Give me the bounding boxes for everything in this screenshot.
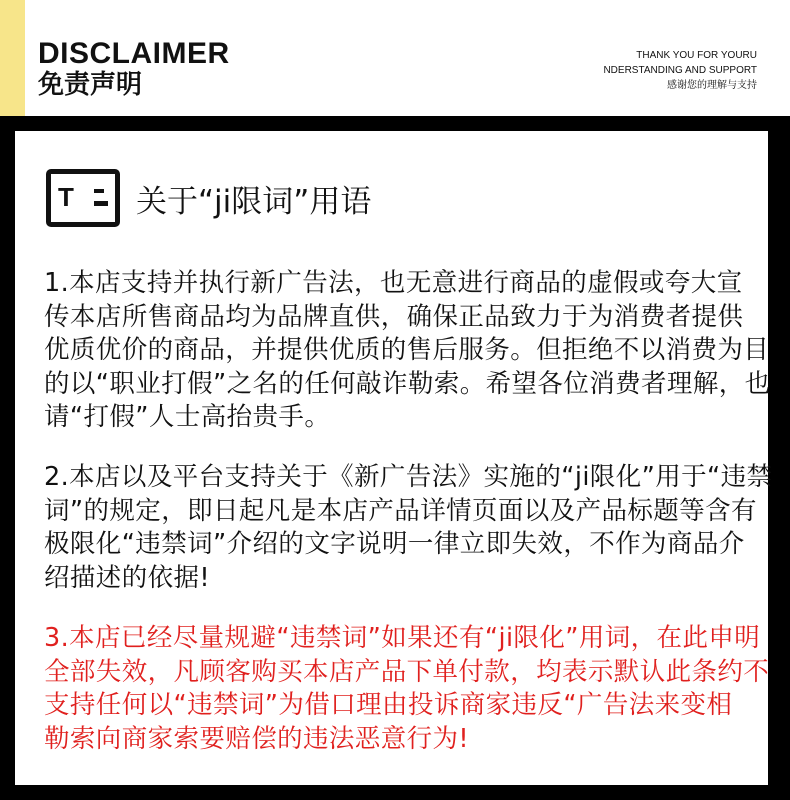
section-heading xyxy=(46,169,371,227)
text-line: 支持任何以“违禁词”为借口理由投诉商家违反“广告法来变相 xyxy=(44,690,733,721)
text-line: 2.本店以及平台支持关于《新广告法》实施的“ji限化”用于“违禁 xyxy=(44,462,773,492)
text-line: 词”的规定，即日起凡是本店产品详情页面以及产品标题等含有 xyxy=(44,495,757,526)
accent-bar xyxy=(0,0,25,116)
text-line: 全部失效，凡顾客购买本店产品下单付款，均表示默认此条约不 xyxy=(44,656,770,687)
text-line: 传本店所售商品均为品牌直供，确保正品致力于为消费者提供 xyxy=(44,301,744,332)
heading-text: 关于“ji限词”用语 xyxy=(136,183,372,220)
text-line: 1.本店支持并执行新广告法，也无意进行商品的虚假或夸大宣 xyxy=(44,268,743,298)
thanks-line: NDERSTANDING AND SUPPORT xyxy=(603,65,757,76)
content-panel xyxy=(15,131,773,785)
thanks-line: 感谢您的理解与支持 xyxy=(667,80,757,91)
text-format-icon: T xyxy=(46,169,120,227)
thanks-text xyxy=(603,48,757,93)
thanks-line: THANK YOU FOR YOURU xyxy=(636,50,757,61)
title-en: DISCLAIMER xyxy=(38,37,230,70)
title-cn: 免责声明 xyxy=(38,70,143,100)
text-line: 请“打假”人士高抬贵手。 xyxy=(44,402,331,433)
text-line: 勒索向商家索要赔偿的违法恶意行为! xyxy=(44,723,470,754)
text-line: 优质优价的商品，并提供优质的售后服务。但拒绝不以消费为目 xyxy=(44,335,770,366)
text-line: 极限化“违禁词”介绍的文字说明一律立即失效，不作为商品介 xyxy=(44,529,745,560)
paragraph-3-warning xyxy=(44,622,769,756)
text-line: 绍描述的依据! xyxy=(44,562,211,593)
header xyxy=(0,0,790,116)
paragraph-1 xyxy=(44,267,771,435)
text-line: 的以“职业打假”之名的任何敲诈勒索。希望各位消费者理解，也 xyxy=(44,368,771,399)
paragraph-2 xyxy=(44,461,772,595)
text-line: 3.本店已经尽量规避“违禁词”如果还有“ji限化”用词，在此申明 xyxy=(44,623,761,653)
